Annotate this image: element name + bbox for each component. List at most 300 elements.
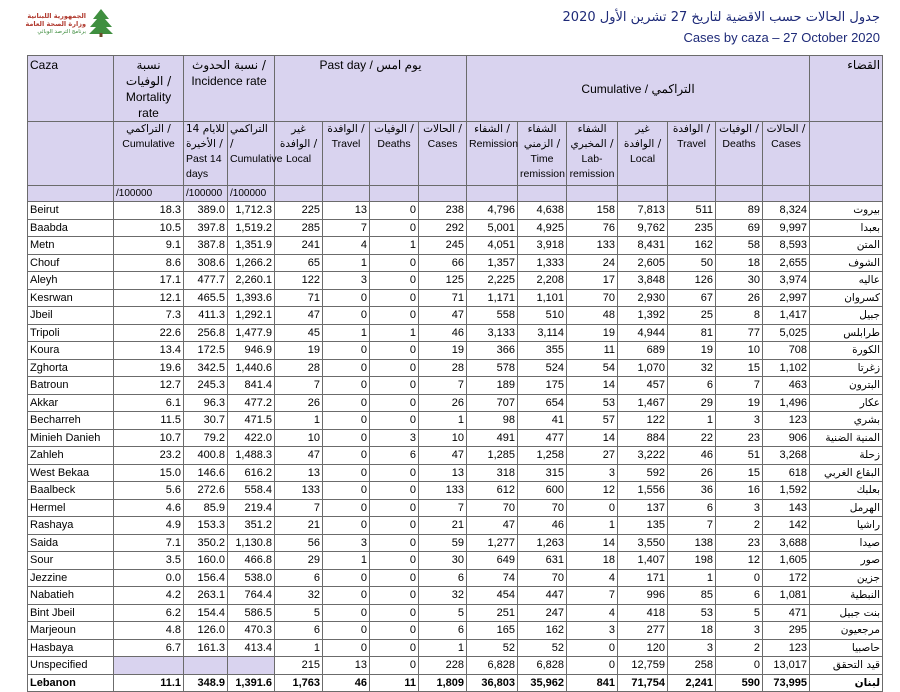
cell-cd: 77 — [716, 324, 763, 342]
cell-pdt: 0 — [323, 307, 370, 325]
cell-cl: 4,944 — [618, 324, 668, 342]
cell-pdd: 1 — [370, 237, 419, 255]
cell-inccum: 1,477.9 — [228, 324, 275, 342]
cell-pdc: 6 — [419, 622, 467, 640]
cell-cc: 1,592 — [763, 482, 810, 500]
header-pd-deaths: الوفيات / Deaths — [370, 122, 419, 186]
cell-pdc: 245 — [419, 237, 467, 255]
cell-en: Unspecified — [28, 657, 114, 675]
cell-cd: 5 — [716, 604, 763, 622]
cell-ar: صيدا — [810, 534, 883, 552]
cell-ct: 85 — [668, 587, 716, 605]
cell-pdc: 30 — [419, 552, 467, 570]
cell-cl: 135 — [618, 517, 668, 535]
cell-trem: 247 — [518, 604, 567, 622]
table-row — [28, 254, 883, 272]
cell-pdd: 0 — [370, 307, 419, 325]
cell-cd: 3 — [716, 622, 763, 640]
cell-en: Baabda — [28, 219, 114, 237]
table-row — [28, 429, 883, 447]
cell-pdc: 10 — [419, 429, 467, 447]
cell-inc14: 397.8 — [184, 219, 228, 237]
header-row-1 — [28, 56, 883, 122]
unit-inccum: /100000 — [228, 186, 275, 202]
cell-pdl: 21 — [275, 517, 323, 535]
cell-trem: 3,114 — [518, 324, 567, 342]
cell-trem: 631 — [518, 552, 567, 570]
cell-en: Nabatieh — [28, 587, 114, 605]
cell-pdc: 21 — [419, 517, 467, 535]
header-c-deaths: الوفيات / Deaths — [716, 122, 763, 186]
cell-trem: 1,101 — [518, 289, 567, 307]
cell-ct: 53 — [668, 604, 716, 622]
cell-lrem: 0 — [567, 657, 618, 675]
cell-lrem: 54 — [567, 359, 618, 377]
table-row — [28, 394, 883, 412]
cell-mort: 19.6 — [114, 359, 184, 377]
cell-trem: 41 — [518, 412, 567, 430]
cell-rem: 2,225 — [467, 272, 518, 290]
cell-mort: 3.5 — [114, 552, 184, 570]
cell-en: Beirut — [28, 202, 114, 220]
unit-inc14: /100000 — [184, 186, 228, 202]
cell-cc: 3,268 — [763, 447, 810, 465]
cell-cl: 171 — [618, 569, 668, 587]
cell-rem: 1,277 — [467, 534, 518, 552]
cell-cc: 5,025 — [763, 324, 810, 342]
cell-cd: 590 — [716, 674, 763, 692]
cell-pdd: 0 — [370, 202, 419, 220]
cell-pdt: 1 — [323, 552, 370, 570]
cell-cd: 30 — [716, 272, 763, 290]
cell-lrem: 3 — [567, 622, 618, 640]
cell-inc14: 85.9 — [184, 499, 228, 517]
table-row — [28, 219, 883, 237]
cell-inc14: 465.5 — [184, 289, 228, 307]
cell-ar: بعبدا — [810, 219, 883, 237]
cell-ar: الكورة — [810, 342, 883, 360]
cell-cl: 592 — [618, 464, 668, 482]
cell-cl: 8,431 — [618, 237, 668, 255]
cell-inc14: 411.3 — [184, 307, 228, 325]
cell-rem: 98 — [467, 412, 518, 430]
cell-trem: 1,333 — [518, 254, 567, 272]
cell-trem: 447 — [518, 587, 567, 605]
cell-pdd: 3 — [370, 429, 419, 447]
cell-mort: 7.1 — [114, 534, 184, 552]
cell-ar: بنت جبيل — [810, 604, 883, 622]
cell-inccum: 351.2 — [228, 517, 275, 535]
cell-en: Zghorta — [28, 359, 114, 377]
table-row — [28, 359, 883, 377]
header-caza: Caza — [28, 56, 114, 122]
cell-ar: بعلبك — [810, 482, 883, 500]
cell-inccum: 764.4 — [228, 587, 275, 605]
cell-inc14: 30.7 — [184, 412, 228, 430]
cell-cd: 2 — [716, 639, 763, 657]
header-remission: الشفاء / Remission — [467, 122, 518, 186]
cell-rem: 318 — [467, 464, 518, 482]
logo-line-3: برنامج الترصد الوبائي — [37, 29, 86, 35]
cell-cc: 143 — [763, 499, 810, 517]
cell-mort: 17.1 — [114, 272, 184, 290]
cell-trem: 654 — [518, 394, 567, 412]
header-time-remission: الشفاء الزمني / Time remission — [518, 122, 567, 186]
cell-rem: 558 — [467, 307, 518, 325]
cell-pdl: 6 — [275, 569, 323, 587]
cell-inccum: 538.0 — [228, 569, 275, 587]
cell-en: Sour — [28, 552, 114, 570]
cell-cl: 1,556 — [618, 482, 668, 500]
cell-ar: زغرتا — [810, 359, 883, 377]
cell-pdc: 71 — [419, 289, 467, 307]
table-row — [28, 569, 883, 587]
table-row — [28, 324, 883, 342]
cell-inccum: 1,393.6 — [228, 289, 275, 307]
cell-lrem: 0 — [567, 639, 618, 657]
cell-cl: 122 — [618, 412, 668, 430]
cell-pdt: 0 — [323, 412, 370, 430]
cell-pdl: 29 — [275, 552, 323, 570]
table-row — [28, 499, 883, 517]
cell-pdd: 0 — [370, 394, 419, 412]
cell-lrem: 27 — [567, 447, 618, 465]
cell-ct: 198 — [668, 552, 716, 570]
cell-en: Becharreh — [28, 412, 114, 430]
cell-cl: 7,813 — [618, 202, 668, 220]
cell-lrem: 57 — [567, 412, 618, 430]
cell-pdt: 0 — [323, 359, 370, 377]
cell-mort: 6.2 — [114, 604, 184, 622]
cell-en: Jbeil — [28, 307, 114, 325]
cell-lrem: 14 — [567, 377, 618, 395]
cell-pdc: 125 — [419, 272, 467, 290]
cell-pdl: 45 — [275, 324, 323, 342]
cell-inccum: 1,351.9 — [228, 237, 275, 255]
table-row — [28, 272, 883, 290]
cell-mort: 4.8 — [114, 622, 184, 640]
cell-cc: 471 — [763, 604, 810, 622]
cell-pdd: 0 — [370, 569, 419, 587]
cell-pdl: 65 — [275, 254, 323, 272]
cell-pdd: 0 — [370, 657, 419, 675]
cell-cc: 1,417 — [763, 307, 810, 325]
table-row — [28, 534, 883, 552]
cell-rem: 491 — [467, 429, 518, 447]
cell-ar: المتن — [810, 237, 883, 255]
cell-pdl: 10 — [275, 429, 323, 447]
cell-cc: 618 — [763, 464, 810, 482]
cell-cl: 996 — [618, 587, 668, 605]
table-row — [28, 517, 883, 535]
cell-ct: 126 — [668, 272, 716, 290]
cell-cc: 123 — [763, 639, 810, 657]
cell-lrem: 14 — [567, 429, 618, 447]
cell-lrem: 76 — [567, 219, 618, 237]
cell-rem: 707 — [467, 394, 518, 412]
cell-cl: 1,392 — [618, 307, 668, 325]
cell-cl: 1,467 — [618, 394, 668, 412]
cell-ct: 26 — [668, 464, 716, 482]
cell-trem: 510 — [518, 307, 567, 325]
cell-cc: 13,017 — [763, 657, 810, 675]
cell-mort: 0.0 — [114, 569, 184, 587]
cell-cl: 3,222 — [618, 447, 668, 465]
table-row — [28, 307, 883, 325]
cell-trem: 1,263 — [518, 534, 567, 552]
cell-inccum: 946.9 — [228, 342, 275, 360]
cell-trem: 2,208 — [518, 272, 567, 290]
cell-inccum: 219.4 — [228, 499, 275, 517]
cell-pdc: 1 — [419, 639, 467, 657]
cell-inc14: 400.8 — [184, 447, 228, 465]
cell-mort: 11.5 — [114, 412, 184, 430]
cell-pdc: 6 — [419, 569, 467, 587]
cell-cc: 8,324 — [763, 202, 810, 220]
cell-cd: 26 — [716, 289, 763, 307]
header-past-day: Past day / يوم امس — [275, 56, 467, 122]
header-inc-14: للايام 14 الأخيرة / Past 14 days — [184, 122, 228, 186]
cell-lrem: 53 — [567, 394, 618, 412]
table-row — [28, 657, 883, 675]
cell-cc: 3,688 — [763, 534, 810, 552]
cedar-tree-icon — [88, 8, 114, 38]
total-row — [28, 674, 883, 692]
cell-pdc: 13 — [419, 464, 467, 482]
cell-cc: 73,995 — [763, 674, 810, 692]
cell-cl: 3,848 — [618, 272, 668, 290]
cell-ct: 25 — [668, 307, 716, 325]
cell-rem: 251 — [467, 604, 518, 622]
cell-trem: 52 — [518, 639, 567, 657]
cell-pdd: 6 — [370, 447, 419, 465]
cell-mort: 15.0 — [114, 464, 184, 482]
cell-cc: 906 — [763, 429, 810, 447]
cell-pdt: 7 — [323, 219, 370, 237]
cell-cc: 1,605 — [763, 552, 810, 570]
cell-rem: 5,001 — [467, 219, 518, 237]
cell-cc: 172 — [763, 569, 810, 587]
cell-pdt: 46 — [323, 674, 370, 692]
cell-cc: 3,974 — [763, 272, 810, 290]
cell-inccum: 586.5 — [228, 604, 275, 622]
cell-trem: 70 — [518, 499, 567, 517]
cell-pdd: 0 — [370, 499, 419, 517]
header-c-cases: الحالات / Cases — [763, 122, 810, 186]
cell-inc14: 154.4 — [184, 604, 228, 622]
cell-pdd: 0 — [370, 219, 419, 237]
cell-cc: 463 — [763, 377, 810, 395]
cell-pdl: 13 — [275, 464, 323, 482]
cell-inc14: 160.0 — [184, 552, 228, 570]
cell-cl: 120 — [618, 639, 668, 657]
cell-inccum — [228, 657, 275, 675]
cell-inc14: 308.6 — [184, 254, 228, 272]
header-mortality: نسبة الوفيات / Mortality rate — [114, 56, 184, 122]
cell-pdc: 1,809 — [419, 674, 467, 692]
cell-pdc: 32 — [419, 587, 467, 605]
cell-trem: 70 — [518, 569, 567, 587]
cell-trem: 3,918 — [518, 237, 567, 255]
cell-rem: 612 — [467, 482, 518, 500]
cell-en: Jezzine — [28, 569, 114, 587]
cell-pdt: 0 — [323, 604, 370, 622]
cell-inccum: 1,440.6 — [228, 359, 275, 377]
cell-cd: 2 — [716, 517, 763, 535]
cell-rem: 1,357 — [467, 254, 518, 272]
cell-cd: 69 — [716, 219, 763, 237]
cell-ct: 50 — [668, 254, 716, 272]
cell-pdt: 0 — [323, 517, 370, 535]
cell-cc: 1,496 — [763, 394, 810, 412]
cell-cd: 23 — [716, 534, 763, 552]
cell-pdt: 0 — [323, 289, 370, 307]
cell-cd: 3 — [716, 412, 763, 430]
cell-pdl: 1,763 — [275, 674, 323, 692]
cell-pdd: 0 — [370, 377, 419, 395]
cell-inc14: 153.3 — [184, 517, 228, 535]
cell-ct: 235 — [668, 219, 716, 237]
cell-cl: 1,407 — [618, 552, 668, 570]
cell-en: Chouf — [28, 254, 114, 272]
cell-trem: 175 — [518, 377, 567, 395]
cell-pdc: 19 — [419, 342, 467, 360]
cell-mort: 18.3 — [114, 202, 184, 220]
cell-cl: 137 — [618, 499, 668, 517]
cell-pdc: 238 — [419, 202, 467, 220]
cell-en: Saida — [28, 534, 114, 552]
cell-pdd: 0 — [370, 534, 419, 552]
cell-cd: 10 — [716, 342, 763, 360]
cell-cd: 18 — [716, 254, 763, 272]
cell-ar: كسروان — [810, 289, 883, 307]
cell-ar: بشري — [810, 412, 883, 430]
cell-en: Hasbaya — [28, 639, 114, 657]
cell-inc14: 172.5 — [184, 342, 228, 360]
cell-en: West Bekaa — [28, 464, 114, 482]
cell-pdl: 1 — [275, 412, 323, 430]
cell-cd: 51 — [716, 447, 763, 465]
cell-cl: 2,605 — [618, 254, 668, 272]
cell-rem: 47 — [467, 517, 518, 535]
cell-ct: 6 — [668, 499, 716, 517]
cell-trem: 477 — [518, 429, 567, 447]
cell-cd: 15 — [716, 359, 763, 377]
cell-lrem: 18 — [567, 552, 618, 570]
cell-cl: 689 — [618, 342, 668, 360]
cell-ct: 18 — [668, 622, 716, 640]
cell-rem: 4,051 — [467, 237, 518, 255]
header-c-local: غير الوافدة / Local — [618, 122, 668, 186]
cell-ar: راشيا — [810, 517, 883, 535]
cell-inccum: 1,130.8 — [228, 534, 275, 552]
cell-lrem: 7 — [567, 587, 618, 605]
cell-ar: بيروت — [810, 202, 883, 220]
cell-pdl: 47 — [275, 307, 323, 325]
table-row — [28, 464, 883, 482]
cell-cc: 1,081 — [763, 587, 810, 605]
cell-pdt: 1 — [323, 254, 370, 272]
cell-inccum: 422.0 — [228, 429, 275, 447]
cell-pdd: 0 — [370, 639, 419, 657]
cell-lrem: 4 — [567, 604, 618, 622]
cell-mort: 4.6 — [114, 499, 184, 517]
cell-pdt: 0 — [323, 377, 370, 395]
cell-rem: 189 — [467, 377, 518, 395]
cell-pdd: 0 — [370, 254, 419, 272]
header-mort-cum: التراكمي / Cumulative — [114, 122, 184, 186]
cell-rem: 1,171 — [467, 289, 518, 307]
cell-pdc: 47 — [419, 447, 467, 465]
cell-pdd: 0 — [370, 359, 419, 377]
cell-lrem: 133 — [567, 237, 618, 255]
cell-pdc: 228 — [419, 657, 467, 675]
ministry-logo — [14, 8, 114, 44]
cell-cd: 89 — [716, 202, 763, 220]
cell-pdd: 0 — [370, 552, 419, 570]
cell-lrem: 19 — [567, 324, 618, 342]
cell-en: Hermel — [28, 499, 114, 517]
cell-ar: لبنان — [810, 674, 883, 692]
cell-lrem: 158 — [567, 202, 618, 220]
cell-ct: 7 — [668, 517, 716, 535]
cell-pdc: 7 — [419, 377, 467, 395]
cell-pdl: 71 — [275, 289, 323, 307]
cell-cl: 884 — [618, 429, 668, 447]
cell-en: Marjeoun — [28, 622, 114, 640]
cell-cc: 123 — [763, 412, 810, 430]
cell-lrem: 841 — [567, 674, 618, 692]
cell-en: Kesrwan — [28, 289, 114, 307]
cell-pdt: 0 — [323, 639, 370, 657]
cell-cd: 3 — [716, 499, 763, 517]
table-row — [28, 639, 883, 657]
cell-inccum: 841.4 — [228, 377, 275, 395]
cell-cc: 2,997 — [763, 289, 810, 307]
cell-cc: 8,593 — [763, 237, 810, 255]
cell-lrem: 1 — [567, 517, 618, 535]
cell-inccum: 1,488.3 — [228, 447, 275, 465]
cell-pdt: 0 — [323, 499, 370, 517]
cell-trem: 600 — [518, 482, 567, 500]
cell-pdl: 285 — [275, 219, 323, 237]
cell-inc14: 477.7 — [184, 272, 228, 290]
cell-mort — [114, 657, 184, 675]
cell-inc14 — [184, 657, 228, 675]
cell-ct: 29 — [668, 394, 716, 412]
cell-inc14: 256.8 — [184, 324, 228, 342]
header-pd-local: غير الوافدة / Local — [275, 122, 323, 186]
cell-ar: جزين — [810, 569, 883, 587]
cell-cl: 1,070 — [618, 359, 668, 377]
cell-pdl: 7 — [275, 377, 323, 395]
cell-cd: 23 — [716, 429, 763, 447]
cell-lrem: 24 — [567, 254, 618, 272]
header-incidence: نسبة الحدوث / Incidence rate — [184, 56, 275, 122]
cell-mort: 6.7 — [114, 639, 184, 657]
cell-trem: 524 — [518, 359, 567, 377]
header-caza-ar: القضاء — [810, 56, 883, 122]
cell-ct: 511 — [668, 202, 716, 220]
cell-pdl: 5 — [275, 604, 323, 622]
cell-pdt: 0 — [323, 394, 370, 412]
cell-en: Akkar — [28, 394, 114, 412]
cell-cd: 7 — [716, 377, 763, 395]
cell-mort: 10.5 — [114, 219, 184, 237]
cell-cl: 9,762 — [618, 219, 668, 237]
cell-pdt: 4 — [323, 237, 370, 255]
cell-pdc: 66 — [419, 254, 467, 272]
